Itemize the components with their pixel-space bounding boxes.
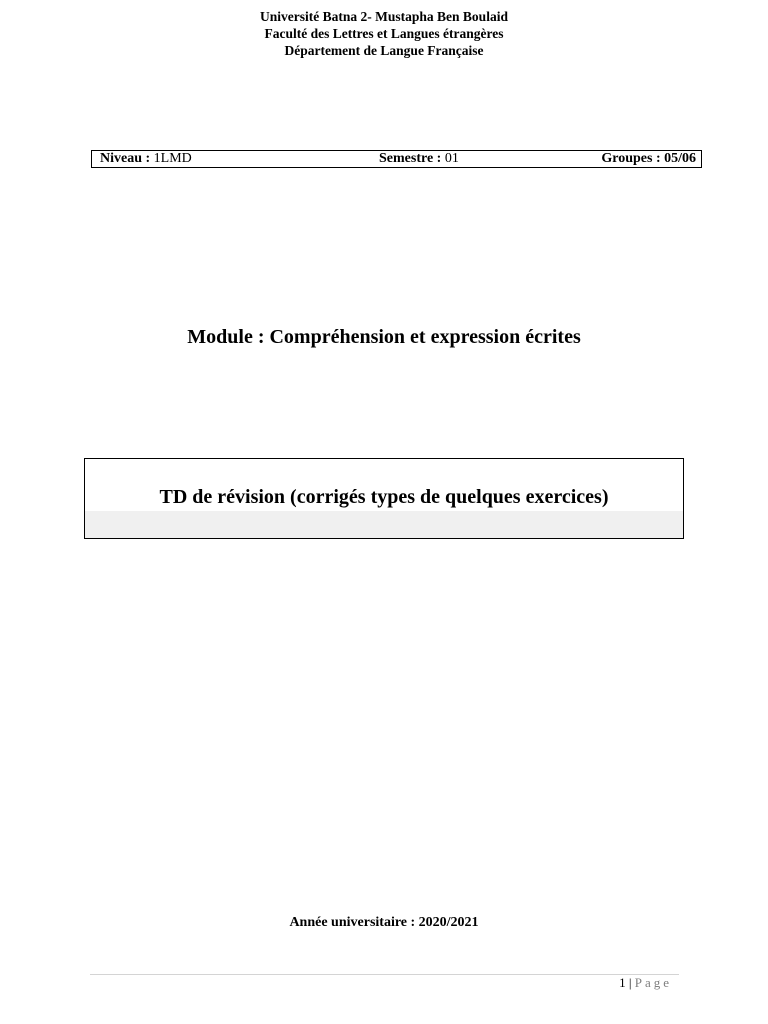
page-footer [619, 975, 672, 991]
course-info-box [91, 150, 702, 168]
page-separator: | [628, 975, 632, 990]
groupes-value: 05/06 [664, 151, 696, 166]
niveau-field [100, 151, 192, 167]
university-name: Université Batna 2- Mustapha Ben Boulaid [260, 9, 508, 24]
groupes-field [601, 151, 696, 167]
semestre-field [379, 151, 459, 167]
td-title-box [84, 458, 684, 539]
module-title: Module : Compréhension et expression écrites [187, 326, 581, 348]
groupes-label: Groupes : [601, 151, 661, 166]
department-name: Département de Langue Française [284, 43, 484, 58]
semestre-label: Semestre : [379, 151, 442, 166]
niveau-label: Niveau : [100, 151, 151, 166]
niveau-value: 1LMD [153, 151, 192, 166]
page-word: Page [634, 975, 672, 990]
td-title: TD de révision (corrigés types de quelques exercices) [159, 486, 609, 508]
document-header [0, 8, 768, 59]
footer-divider [90, 974, 679, 975]
page-number: 1 [619, 975, 626, 990]
academic-year: Année universitaire : 2020/2021 [289, 915, 479, 930]
td-box-shading [85, 511, 683, 538]
semestre-value: 01 [444, 151, 459, 166]
faculty-name: Faculté des Lettres et Langues étrangères [264, 26, 504, 41]
